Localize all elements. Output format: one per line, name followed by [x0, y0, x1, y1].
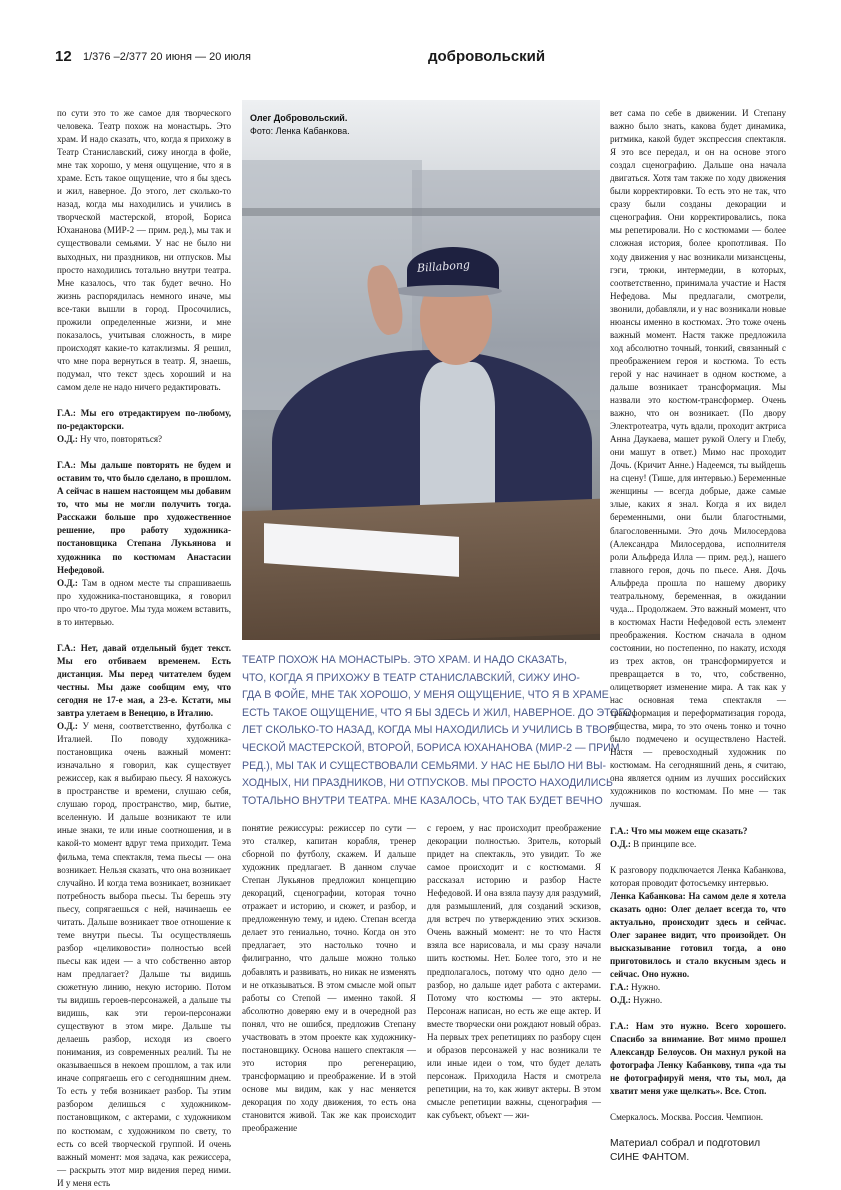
answer: О.Д.: Нужно.	[610, 995, 663, 1006]
cap-logo: Billabong	[416, 258, 471, 275]
article-column-1	[57, 107, 231, 1190]
photo-caption	[250, 112, 350, 138]
paragraph: вет сама по себе в движении. И Степану важно было знать, какова будет динамика, ритмика, какой будет экспрессия спектакля. Я это все передал, и он на основе этого создал сценографию. Дальше она начала двигаться. Хотя там также по ходу движения были корректировки. То есть это не так, что сразу были созданы декорации и сценография. Они корректировались, пока мы репетировали. Но с костюмами — более сложная история, более кропотливая. По ходу движения у нас возникали мизансцены, гэги, трюки, интермедии, в которых, соответственно, принимала участие и Настя Нефедова. Мы предлагали, смотрели, звонили, добавляли, и у нас возникали новые нюансы именно в костюмах. Это тоже очень важный момент. Настя также предложила ход абсолютно точный, тонкий, связанный с преображением героя и костюма. То есть герой у нас начинает в одном костюме, а дальше возникает трансформация. Мы назвали это костюм-трансформер. Очень важно, что он возникает. (По двору Электротеатра, чуть вдали, проходит актриса Анна Даукаева, машет рукой Олегу и Глебу, они машут в ответ.) Мимо нас проходит Дочь. (Кричит Анне.) Надеемся, ты выйдешь на сцену! (Тише, для интервью.) Беременные женщины — всегда добрые, даже самые злые, каких я знал. Когда я их видел беременными, они были благостными, благословенными. Это дочь Милосердова (Александра Милосердова, исполнителя роли Альфреда Илла — прим. ред.), нашего главного героя, дочь по пьесе. Аня. Дочь Альфреда прошла по нашему дворику театральному, беременная, в ожидании чуда... Продолжаем. Это важный момент, что в костюмах Насти Нефедовой есть элемент преображения. Костюм сначала в одном состоянии, но постепенно, по накату, исходя из трех актов, он трансформируется и превращается в то, что, собственно, олицетворяет изменение мира. А так как у нас основная тема спектакля — трансформация и переформатизация города, общества, мира, то это очень тонко и точно было подмечено и осуществлено Настей. Настя — превосходный художник по костюмам. На сегодняшний день, я считаю, она является одним из лучших российских художников по костюмам. По мне — так лучшая.	[610, 108, 786, 810]
question: Г.А.: Нам это нужно. Всего хорошего. Спасибо за внимание. Вот мимо прошел Александр Белоусов. Он махнул рукой на фотографа Ленку Кабанкову, типа «да ты не фотографируй меня, что ты, мол, да хватит меня уже щелкать». Все. Стоп.	[610, 1021, 786, 1097]
speaker-label: О.Д.:	[57, 434, 78, 445]
pull-quote-line: ЕСТЬ ТАКОЕ ОЩУЩЕНИЕ, ЧТО Я БЫ ЗДЕСЬ И ЖИЛ, НАВЕРНОЕ. ДО ЭТОГО,	[242, 706, 635, 719]
question: Г.А.: Мы дальше повторять не будем и оставим то, что было сделано, в прошлом. А сейчас в нашем настоящем мы добавим то, что мы не могли получить тогда. Расскажи больше про художественное решение, про работу художника-постановщика Степана Лукьянова и художника по костюмам Анастасии Нефедовой.	[57, 460, 231, 575]
photo-background-railing	[242, 208, 600, 216]
paragraph: Смеркалось. Москва. Россия. Чемпион.	[610, 1112, 764, 1123]
pull-quote-line: ХОДНЫХ, НИ ПРАЗДНИКОВ, НИ ОТПУСКОВ. МЫ ПРОСТО НАХОДИЛИСЬ	[242, 777, 613, 790]
paragraph: с героем, у нас происходит преображение декорации полностью. Зритель, который придет на спектакль, это увидит. То же самое происходит и с костюмами. Я рассказал историю и разбор Насте Нефедовой. И она взяла паузу для раздумий, для размышлений, для созданий эскизов, для встреч по утверждению этих эскизов. Очень важный момент: не то что Настя взяла все нарисовала, и мы сразу начали шить костюмы. Нет. Более того, это и не предполагалось, потому что одно дело — разбор, но дальше идет работа с актерами. Потому что костюмы — это актеры. Персонаж написан, но есть же еще актер. И вместе творчески они рождают новый образ. На первых трех репетициях по разбору сцен и образов персонажей у нас возникали те или иные идеи о том, что будет делать персонаж. Приходила Настя и смотрела репетиции, на то, как живут актеры. В этом смысле репетиции важны, сценография — как субъект, объект — жи-	[427, 823, 601, 1121]
question: Г.А.: Нет, давай отдельный будет текст. Мы его отбиваем временем. Есть дистанция. Мы перед читателем будем честны. Мы даже сообщим ему, что сегодня не 17-е мая, а 23-е. Кстати, мы завтра улетаем в Венецию, в Италию.	[57, 642, 231, 719]
question: Г.А.: Что мы можем еще сказать?	[610, 825, 748, 836]
article-column-3	[427, 822, 601, 1122]
article-column-4	[610, 107, 786, 1165]
paragraph: понятие режиссуры: режиссер по сути — это сталкер, капитан корабля, тренер сборной по футболу, скажем. И дальше художник предлагает. В данном случае Степан Лукьянов предложил концепцию декораций, сценографии, которая точно отражает и историю, и сюжет, и разбор, и предложенную тему, и идею. Степан всегда делает это гениально, точно. Когда он это предлагает, это настолько точно и филигранно, что дальше можно только добавлять и развивать, но никак не изменять и не отказываться. В этом смысле мой опыт работы со Степой — именно такой. Я абсолютно доверяю ему и в очередной раз понял, что не ошибся, предложив Степану участвовать в этом проекте как художнику-постановщику. Основа нашего спектакля — это история про регенерацию, трансформацию и преображение. И в этой основе мы видим, как у нас меняется декорация по ходу движения, то есть она становится живой. Так же как происходит преображение	[242, 823, 416, 1134]
speaker-label: О.Д.:	[610, 995, 631, 1006]
question: Г.А.: Мы его отредактируем по-любому, по-редакторски.	[57, 408, 231, 432]
pull-quote-line: РЕД.), МЫ ТАК И СУЩЕСТВОВАЛИ СЕМЬЯМИ. У НАС НЕ БЫЛО НИ ВЫ-	[242, 759, 606, 772]
pull-quote-line: ТОТАЛЬНО ВНУТРИ ТЕАТРА. МНЕ КАЗАЛОСЬ, ЧТО ТАК БУДЕТ ВЕЧНО	[242, 794, 603, 807]
pull-quote	[242, 652, 635, 810]
page-number: 12	[55, 48, 72, 65]
paragraph: по сути это то же самое для творческого человека. Театр похож на монастырь. Это храм. И надо сказать, что, когда я прихожу в Театр Станиславский, сижу иногда в фойе, мне так хорошо, у меня ощущение, что я в храме. Есть такое ощущение, что я бы здесь и жил, наверное. До этого, лет сколько-то назад, когда мы находились и учились в творческой мастерской, второй, Бориса Юхананова (МИР-2 — прим. ред.), мы так и существовали семьями. У нас не было ни выходных, ни праздников, ни отпусков. Мы просто находились тотально внутри театра. Мне казалось, что так будет вечно. Но жизнь распорядилась немного иначе, мы все-таки вышли в город. Просочились, прожили определенные жизни, и мне показалось, учитывая сложность, в мире происходят какие-то катаклизмы. Я решил, что мне пора вернуться в театр. Я, знаешь, подумал, что текст здесь хороший и на самом деле не надо ничего редактировать.	[57, 108, 231, 392]
answer: О.Д.: В принципе все.	[610, 838, 697, 849]
question: Г.А.: Нужно.	[610, 982, 661, 993]
portrait-photo	[242, 100, 600, 640]
pull-quote-line: ЛЕТ СКОЛЬКО-ТО НАЗАД, КОГДА МЫ НАХОДИЛИСЬ И УЧИЛИСЬ В ТВОР-	[242, 724, 618, 737]
pull-quote-line: ЧТО, КОГДА Я ПРИХОЖУ В ТЕАТР СТАНИСЛАВСКИЙ, СИЖУ ИНО-	[242, 671, 580, 684]
article-column-2	[242, 822, 416, 1135]
photo-cap-brim	[392, 285, 502, 297]
photo-tshirt	[420, 362, 495, 512]
pull-quote-line: ТЕАТР ПОХОЖ НА МОНАСТЫРЬ. ЭТО ХРАМ. И НАДО СКАЗАТЬ,	[242, 654, 568, 666]
pull-quote-line: ГДА В ФОЙЕ, МНЕ ТАК ХОРОШО, У МЕНЯ ОЩУЩЕНИЕ, ЧТО Я В ХРАМЕ.	[242, 689, 612, 702]
section-title: добровольский	[428, 48, 546, 65]
caption-credit: Фото: Ленка Кабанкова.	[250, 126, 350, 136]
answer: О.Д.: Там в одном месте ты спрашиваешь про художника-постановщика, я говорил про что-то другое. Мы туда можем вставить, в то интервью.	[57, 577, 231, 627]
issue-info: 1/376 –2/377 20 июня — 20 июля	[83, 51, 251, 63]
statement: Ленка Кабанкова: На самом деле я хотела сказать одно: Олег делает всегда то, что актуально, происходит здесь и сейчас. Олег заранее видит, что произойдет. Он высказывание готовил тогда, а оно приготовилось и стало вкусным здесь и сейчас. Оно нужно.	[610, 890, 786, 979]
speaker-label: О.Д.:	[57, 577, 78, 588]
speaker-label: О.Д.:	[610, 838, 631, 849]
answer: О.Д.: У меня, соответственно, футболка с Италией. По поводу художника-постановщика очень важный момент: изначально я говорил, как существует режиссер, как я выбираю пьесу. Я нахожусь в пространстве и времени, слушаю себя, слушаю город, пространство, мир, бытие, вселенную. И дальше возникают те или иные знаки, те или иные соотношения, и в какой-то момент вдруг тема приходит. Тема фильма, тема спектакля, тема пьесы — она возникает. Нельзя сказать, что она возникает случайно. И когда тема возникает, возникает потребность выбора пьесы. Ты берешь эту пьесу, сопрягаешься с ней, начинаешь ее читать. Дальше возникает твое отношение к теме внутри пьесы. Ты осуществляешь разбор «целиковости» полностью всей пьесы как идеи — а что собственно автор нам предлагает? Дальше ты видишь сюжетную линию, некую историю. Потом ты видишь героев-персонажей, а дальше ты видишь, как эти герои-персонажи существуют в этом мире. Дальше ты делаешь разбор, исходя из своего понимания, из современных реалий. Ты не оказываешься в некоем прошлом, а так или иначе сопрягаешь его с сегодняшним днем. То есть у тебя возникает разбор. Ты этим разбором делишься с художником-постановщиком, с актерами, с художником по костюмам, с художником по свету, то есть со всей творческой группой. И очень важный момент: моя задача, как режиссера,— раскрыть этот мир видения перед ними. И у меня есть	[57, 721, 231, 1188]
caption-name: Олег Добровольский.	[250, 113, 348, 123]
speaker-label: Г.А.:	[610, 982, 629, 993]
paragraph: К разговору подключается Ленка Кабанкова, которая проводит фотосъемку интервью.	[610, 864, 786, 888]
speaker-label: О.Д.:	[57, 721, 78, 732]
page-header	[55, 48, 795, 72]
answer: О.Д.: Ну что, повторяться?	[57, 434, 163, 445]
pull-quote-line: ЧЕСКОЙ МАСТЕРСКОЙ, ВТОРОЙ, БОРИСА ЮХАНАНОВА (МИР-2 — ПРИМ.	[242, 741, 623, 754]
author-credit: Материал собрал и подготовил СИНЕ ФАНТОМ.	[610, 1138, 761, 1164]
